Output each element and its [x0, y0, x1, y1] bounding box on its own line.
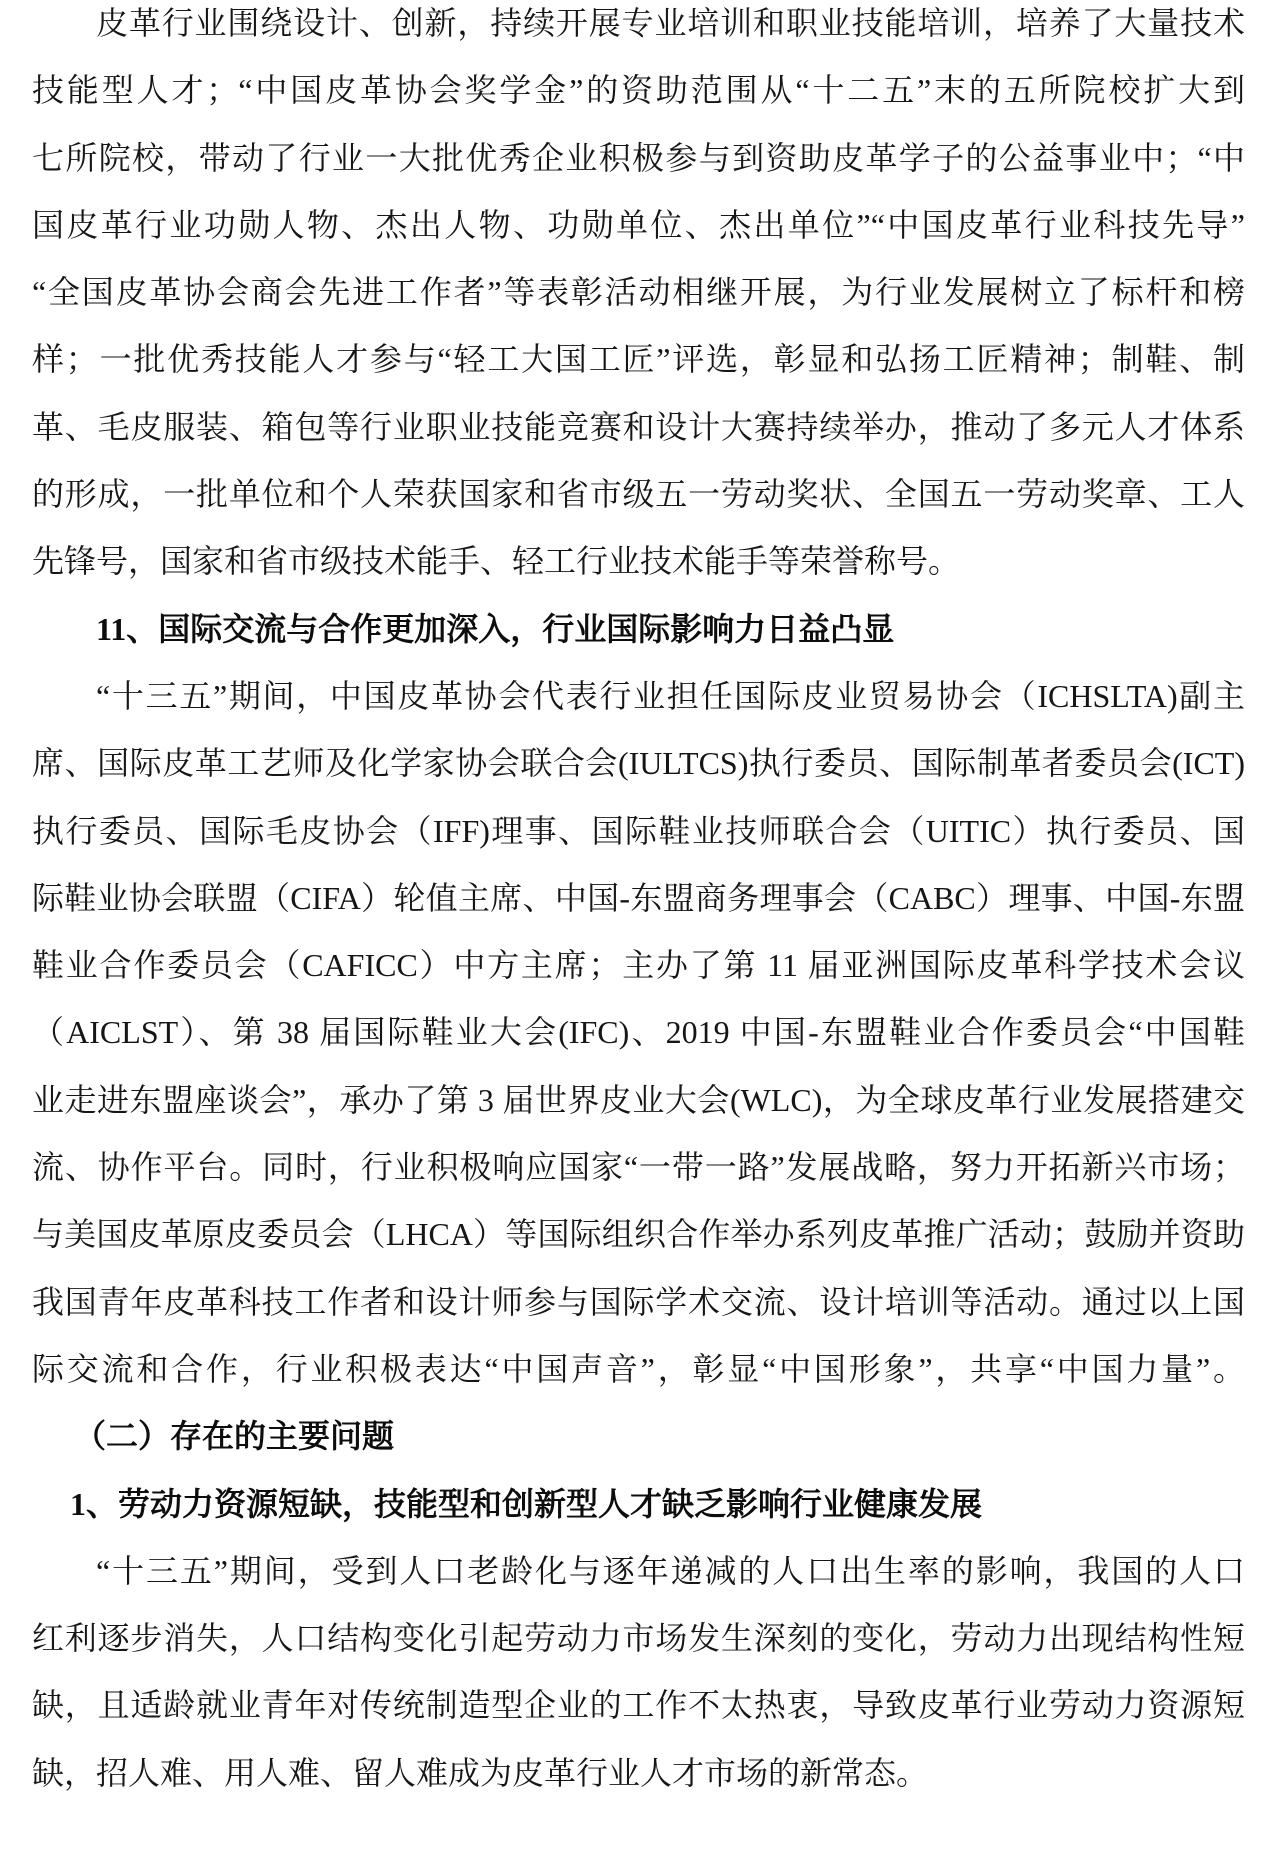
text-line: 业走进东盟座谈会”，承办了第 3 届世界皮业大会(WLC)，为全球皮革行业发展搭建交: [32, 1081, 1245, 1118]
text-line: 我国青年皮革科技工作者和设计师参与国际学术交流、设计培训等活动。通过以上国: [32, 1283, 1245, 1320]
text-line: “十三五”期间，受到人口老龄化与逐年递减的人口出生率的影响，我国的人口: [96, 1552, 1245, 1589]
text-line: 红利逐步消失，人口结构变化引起劳动力市场发生深刻的变化，劳动力出现结构性短: [32, 1620, 1245, 1657]
text-line: 技能型人才；“中国皮革协会奖学金”的资助范围从“十二五”末的五所院校扩大到: [32, 72, 1245, 109]
text-line: 执行委员、国际毛皮协会（IFF)理事、国际鞋业技师联合会（UITIC）执行委员、国: [32, 812, 1245, 849]
text-line: 际鞋业协会联盟（CIFA）轮值主席、中国-东盟商务理事会（CABC）理事、中国-东盟: [32, 879, 1245, 916]
text-line: 席、国际皮革工艺师及化学家协会联合会(IULTCS)执行委员、国际制革者委员会(ICT): [32, 745, 1245, 782]
text-line: 先锋号，国家和省市级技术能手、轻工行业技术能手等荣誉称号。: [32, 543, 961, 580]
text-line: 革、毛皮服装、箱包等行业职业技能竞赛和设计大赛持续举办，推动了多元人才体系: [32, 408, 1245, 445]
text-line: 与美国皮革原皮委员会（LHCA）等国际组织合作举办系列皮革推广活动；鼓励并资助: [32, 1216, 1245, 1253]
text-line: 国皮革行业功勋人物、杰出人物、功勋单位、杰出单位”“中国皮革行业科技先导”: [32, 206, 1245, 243]
text-line: 流、协作平台。同时，行业积极响应国家“一带一路”发展战略，努力开拓新兴市场；: [32, 1149, 1245, 1186]
heading-line: 11、国际交流与合作更加深入，行业国际影响力日益凸显: [96, 610, 895, 647]
text-line: 缺，且适龄就业青年对传统制造型企业的工作不太热衷，导致皮革行业劳动力资源短: [32, 1687, 1245, 1724]
text-line: 七所院校，带动了行业一大批优秀企业积极参与到资助皮革学子的公益事业中；“中: [32, 139, 1245, 176]
document-content: [32, 0, 1245, 1807]
text-line: 的形成，一批单位和个人荣获国家和省市级五一劳动奖状、全国五一劳动奖章、工人: [32, 476, 1245, 513]
text-line: （AICLST）、第 38 届国际鞋业大会(IFC)、2019 中国-东盟鞋业合作委员会“中国鞋: [32, 1014, 1245, 1051]
heading-line: （二）存在的主要问题: [74, 1418, 395, 1455]
text-line: 缺，招人难、用人难、留人难成为皮革行业人才市场的新常态。: [32, 1754, 929, 1791]
text-line: “全国皮革协会商会先进工作者”等表彰活动相继开展，为行业发展树立了标杆和榜: [32, 274, 1245, 311]
text-line: 皮革行业围绕设计、创新，持续开展专业培训和职业技能培训，培养了大量技术: [96, 5, 1245, 41]
heading-line: 1、劳动力资源短缺，技能型和创新型人才缺乏影响行业健康发展: [70, 1485, 983, 1522]
text-line: 鞋业合作委员会（CAFICC）中方主席；主办了第 11 届亚洲国际皮革科学技术会议: [32, 947, 1245, 984]
text-line: “十三五”期间，中国皮革协会代表行业担任国际皮业贸易协会（ICHSLTA)副主: [96, 677, 1245, 714]
text-line: 样；一批优秀技能人才参与“轻工大国工匠”评选，彰显和弘扬工匠精神；制鞋、制: [32, 341, 1245, 378]
text-line: 际交流和合作，行业积极表达“中国声音”，彰显“中国形象”，共享“中国力量”。: [32, 1350, 1245, 1387]
